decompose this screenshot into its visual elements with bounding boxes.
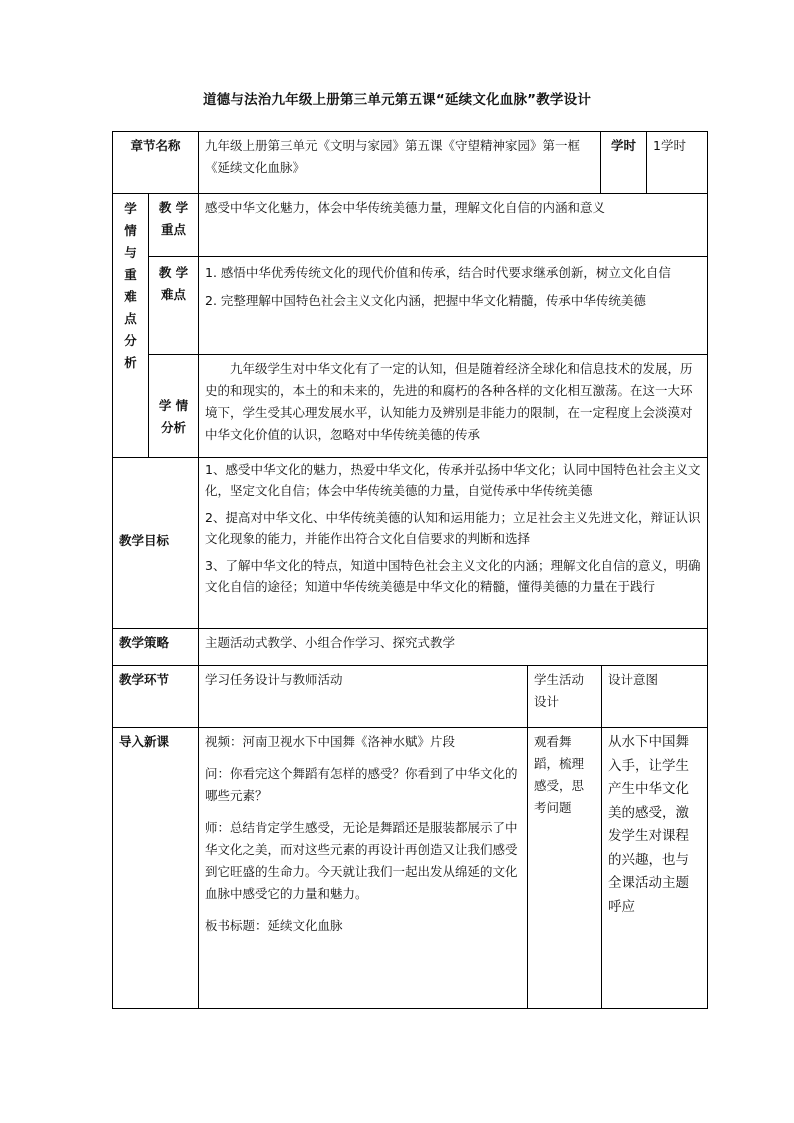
intro-intent-text: 从水下中国舞入手，让学生产生中华文化美的感受，激发学生对课程的兴趣，也与全课活动主题呼应: [608, 734, 689, 915]
goals-label-cell: [112, 457, 199, 629]
key-points-label-line1: 教 学: [158, 200, 189, 215]
process-header-teacher-label: 学习任务设计与教师活动: [205, 672, 343, 687]
analysis-char: 学: [124, 201, 137, 216]
difficult-points-label-line2: 难点: [160, 287, 186, 302]
hours-label: 学时: [610, 138, 636, 153]
intro-teacher-line: 视频：河南卫视水下中国舞《洛神水赋》片段: [205, 734, 456, 749]
analysis-char: 重: [124, 267, 137, 282]
process-header-teacher: [198, 665, 528, 728]
intro-teacher-line: 师：总结肯定学生感受，无论是舞蹈还是服装都展示了中华文化之美，而对这些元素的再设计再创造又让我们感受到它旺盛的生命力。今天就让我们一起出发从绵延的文化血脉中感受它的力量和魅力。: [205, 820, 518, 901]
process-header-student-label: 学生活动设计: [534, 672, 585, 709]
strategy-label: 教学策略: [119, 635, 170, 650]
analysis-group-label-cell: [112, 193, 149, 458]
key-points-text: 感受中华文化魅力，体会中华传统美德力量，理解文化自信的内涵和意义: [205, 200, 606, 215]
intro-student-cell: [527, 727, 602, 1009]
hours-label-cell: [600, 131, 647, 194]
key-points-value-cell: [198, 193, 708, 257]
chapter-label-cell: [112, 131, 199, 194]
goal-item: 1、感受中华文化的魅力，热爱中华文化，传承并弘扬中华文化；认同中国特色社会主义文化，坚定文化自信；体会中华传统美德的力量，自觉传承中华传统美德: [205, 462, 701, 498]
process-header-intent: [601, 665, 708, 728]
analysis-char: 情: [124, 223, 137, 238]
goals-label: 教学目标: [119, 533, 170, 548]
analysis-char: 分: [124, 333, 137, 348]
goal-item: 2、提高对中华文化、中华传统美德的认知和运用能力；立足社会主义先进文化，辩证认识文化现象的能力，并能作出符合文化自信要求的判断和选择: [205, 510, 701, 546]
intro-stage-label: 导入新课: [119, 734, 170, 749]
chapter-value-cell: [198, 131, 601, 194]
key-points-label-line2: 重点: [160, 222, 186, 237]
student-analysis-label-cell: [148, 354, 199, 458]
lesson-plan-table: [113, 132, 708, 1010]
difficult-points-label-cell: [148, 256, 199, 355]
key-points-label-cell: [148, 193, 199, 257]
intro-stage-cell: [112, 727, 199, 1009]
intro-teacher-line: 问：你看完这个舞蹈有怎样的感受？你看到了中华文化的哪些元素？: [205, 766, 518, 803]
hours-value: 1学时: [653, 138, 686, 153]
goal-item: 3、了解中华文化的特点，知道中国特色社会主义文化的内涵；理解文化自信的意义，明确文化自信的途径；知道中华传统美德是中华文化的精髓，懂得美德的力量在于践行: [205, 558, 701, 594]
analysis-char: 析: [124, 355, 137, 370]
process-header-stage-label: 教学环节: [119, 672, 170, 687]
process-header-intent-label: 设计意图: [608, 672, 659, 687]
chapter-label: 章节名称: [130, 138, 181, 153]
student-analysis-value-cell: [198, 354, 708, 458]
difficult-points-label-line1: 教 学: [158, 265, 189, 280]
chapter-value: 九年级上册第三单元《文明与家园》第五课《守望精神家园》第一框《延续文化血脉》: [205, 138, 581, 175]
intro-teacher-line: 板书标题：延续文化血脉: [205, 918, 343, 933]
analysis-char: 与: [124, 245, 137, 260]
strategy-value: 主题活动式教学、小组合作学习、探究式教学: [205, 635, 456, 650]
page-title: 道德与法治九年级上册第三单元第五课“延续文化血脉”教学设计: [202, 92, 592, 108]
strategy-value-cell: [198, 628, 708, 666]
difficult-point-item: 1. 感悟中华优秀传统文化的现代价值和传承，结合时代要求继承创新，树立文化自信: [205, 265, 671, 280]
student-analysis-label-line1: 学 情: [158, 398, 189, 413]
process-header-student: [527, 665, 602, 728]
intro-student-text: 观看舞蹈，梳理感受，思考问题: [534, 734, 585, 815]
hours-value-cell: [646, 131, 708, 194]
intro-teacher-cell: [198, 727, 528, 1009]
process-header-stage: [112, 665, 199, 728]
student-analysis-label-line2: 分析: [160, 420, 186, 435]
intro-intent-cell: [601, 727, 708, 1009]
student-analysis-text: 九年级学生对中华文化有了一定的认知，但是随着经济全球化和信息技术的发展，历史的和现实的，本土的和未来的，先进的和腐朽的各种各样的文化相互激荡。在这一大环境下，学生受其心理发展水平，认知能力及辨别是非能力的限制，在一定程度上会淡漠对中华文化价值的认识，忽略对中华传统美德的传承: [205, 361, 693, 442]
analysis-char: 点: [124, 311, 137, 326]
difficult-point-item: 2. 完整理解中国特色社会主义文化内涵，把握中华文化精髓，传承中华传统美德: [205, 293, 646, 308]
strategy-label-cell: [112, 628, 199, 666]
difficult-points-value-cell: [198, 256, 708, 355]
analysis-char: 难: [124, 289, 137, 304]
goals-value-cell: [198, 457, 708, 629]
